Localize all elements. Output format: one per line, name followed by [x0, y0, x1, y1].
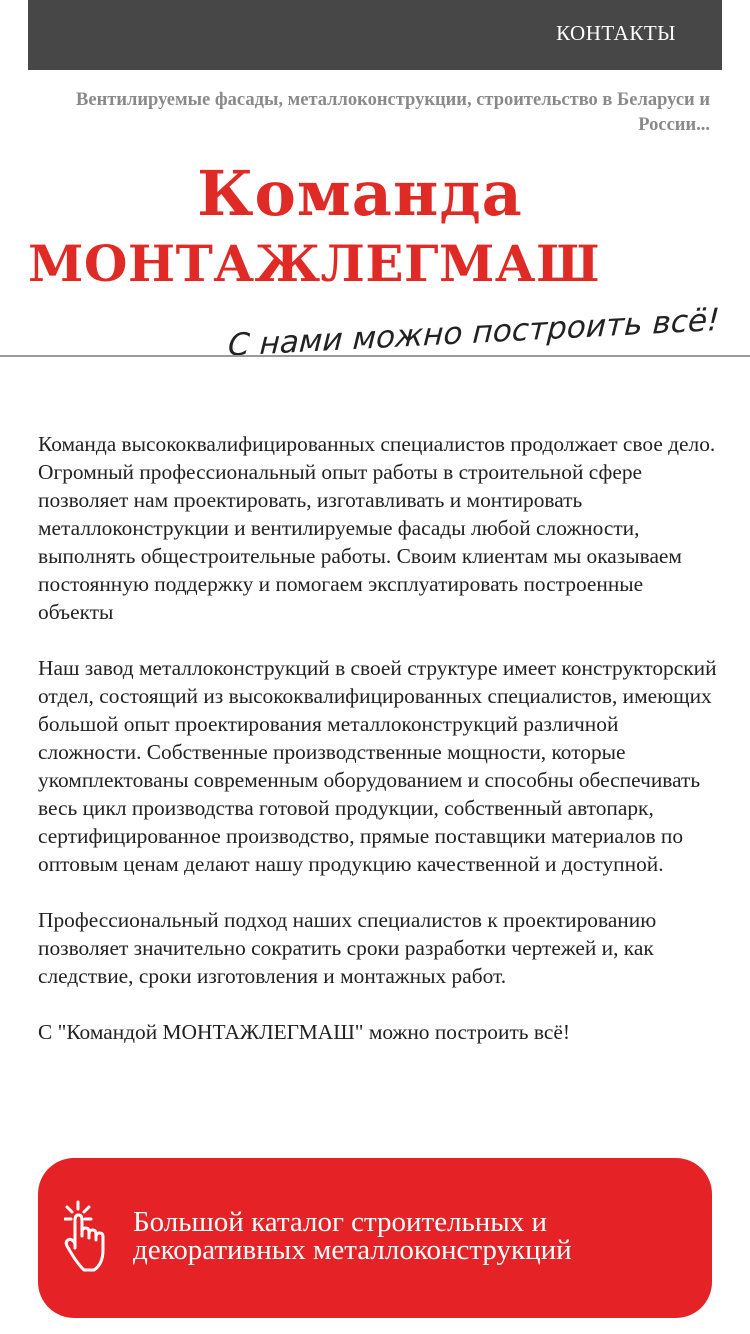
pointing-hand-icon [64, 1198, 120, 1274]
top-navigation-bar [28, 0, 722, 70]
catalog-button-label: Большой каталог строительных и декоративных металлоконструкций [133, 1206, 572, 1266]
logo-line-brand: МОНТАЖЛЕГМАШ [28, 234, 600, 293]
logo-slogan: С нами можно построить всё! [227, 302, 721, 364]
site-logo[interactable] [0, 150, 750, 364]
about-paragraph-3: Профессиональный подход наших специалистов к проектированию позволяет значительно сократить сроки разработки чертежей и, как следствие, сроки изготовления и монтажных работ. [38, 908, 657, 988]
catalog-button[interactable] [38, 1158, 712, 1318]
about-text [38, 430, 718, 1074]
contacts-link[interactable]: КОНТАКТЫ [556, 21, 676, 45]
about-paragraph-1: Команда высококвалифицированных специалистов продолжает свое дело. Огромный профессиональный опыт работы в строительной сфере позволяет нам проектировать, изготавливать и монтировать металлоконструкции и вентилируемые фасады любой сложности, выполнять общестроительные работы. Своим клиентам мы оказываем постоянную поддержку и помогаем эксплуатировать построенные объекты [38, 432, 716, 624]
logo-line-komanda: Команда [197, 157, 523, 230]
header-divider [0, 355, 750, 357]
site-tagline: Вентилируемые фасады, металлоконструкции, строительство в Беларуси и России... [76, 90, 710, 135]
about-paragraph-2: Наш завод металлоконструкций в своей структуре имеет конструкторский отдел, состоящий из высококвалифицированных специалистов, имеющих большой опыт проектирования металлоконструкций различной сложности. Собственные производственные мощности, которые укомплектованы современным оборудованием и способны обеспечивать весь цикл производства готовой продукции, собственный автопарк, сертифицированное производство, прямые поставщики материалов по оптовым ценам делают нашу продукцию качественной и доступной. [38, 656, 717, 876]
about-paragraph-4: С "Командой МОНТАЖЛЕГМАШ" можно построить всё! [38, 1020, 570, 1044]
